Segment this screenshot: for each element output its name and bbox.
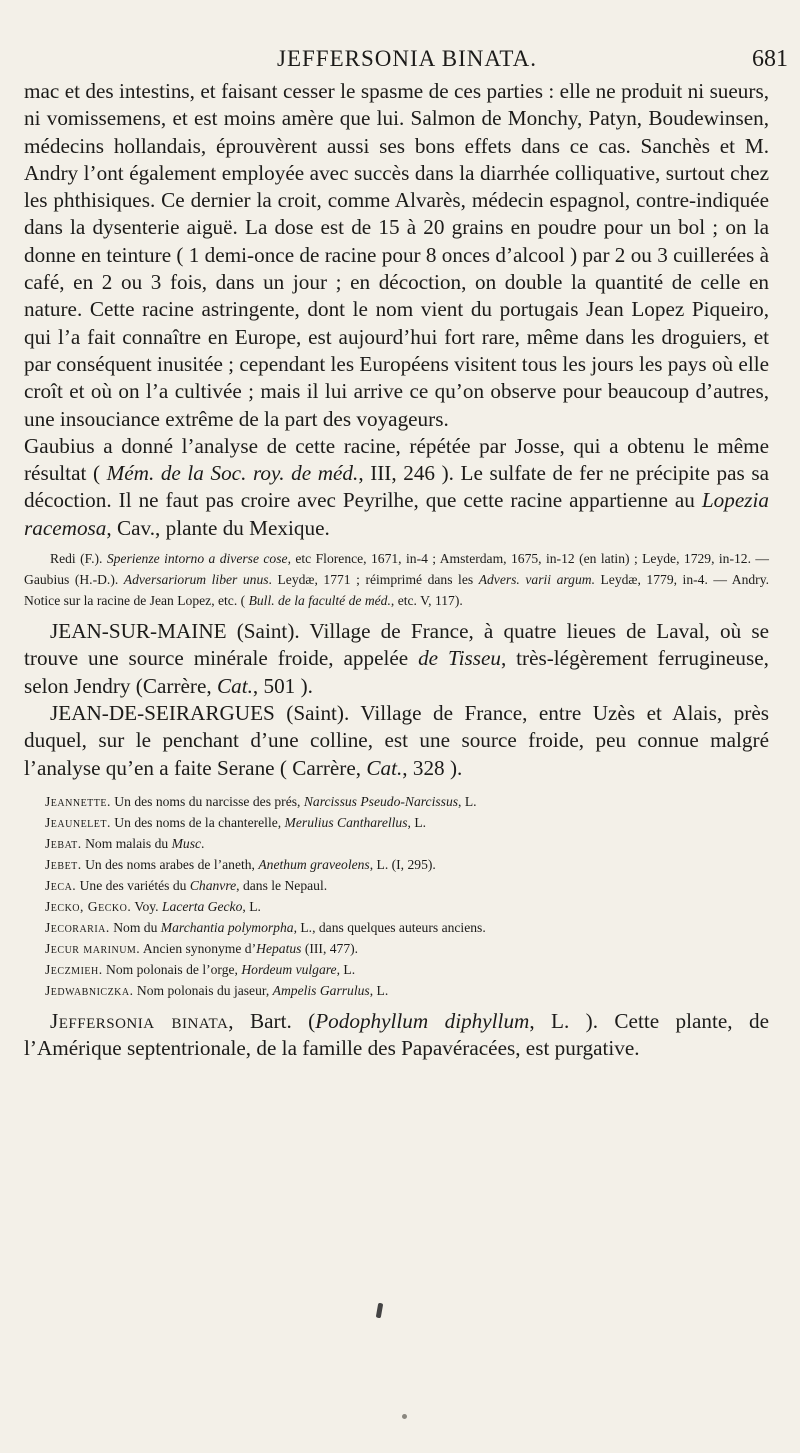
reference-title: Mém. de la Soc. roy. de méd. xyxy=(106,461,359,486)
entry-italic: Ampelis Garrulus xyxy=(272,982,370,998)
ink-mark xyxy=(376,1303,384,1319)
entry-text: , L., dans quelques auteurs anciens. xyxy=(293,919,486,935)
bib-title: Bull. de la faculté de méd. xyxy=(248,593,391,609)
continuation-paragraph: mac et des intestins, et faisant cesser le spasme de ces parties : elle ne produit ni sueurs, ni vomissemens, et est moins amère que lui. Salmon de Monchy, Patyn, Boudewinsen, médecins hollandais, éprouvèrent aussi ses bons effets dans ce cas. Sanchès et M. Andry l’ont également employée avec succès dans la diarrhée colliquative, surtout chez les phthisiques. Ce dernier la croit, comme Alvarès, médecin espagnol, contre-indiquée dans la dysenterie aiguë. La dose est de 15 à 20 grains en poudre pour un bol ; on la donne en teinture ( 1 demi-once de racine pour 8 onces d’alcool ) par 2 ou 3 cuillerées à café, en 2 ou 3 fois, dans un jour ; en décoction, on double la quantité de celle en nature. Cette racine astringente, dont le nom vient du portugais Jean Lopez Piqueiro, qui l’a fait connaître en Europe, est aujourd’hui fort rare, même dans les droguiers, et par conséquent inusitée ; cependant les Européens visitent tous les jours les pays où elle croît et où on l’a cultivée ; mais il lui arrive ce qu’on observe pour beaucoup d’autres, une insouciance extrême de la part des voyageurs. xyxy=(24,79,769,431)
entry-text: Une des variétés du xyxy=(76,877,190,893)
entry-headword: Jebet. xyxy=(45,856,82,872)
entry-headword: Jecoraria. xyxy=(45,919,110,935)
short-entries-list xyxy=(24,791,769,1001)
list-item xyxy=(45,980,769,1001)
entry-text: . xyxy=(201,835,205,851)
entry-text: Village de France, entre Uzès et Alais, près duquel, sur le penchant d’une colline, est une source froide, peu connue malgré l’analyse qu’en a faite Serane ( Carrère, xyxy=(24,700,769,780)
entry-text: Nom polonais de l’orge, xyxy=(102,961,242,977)
page-header xyxy=(24,44,790,74)
entry-text: , L. xyxy=(407,814,427,830)
entry-text: Un des noms de la chanterelle, xyxy=(110,814,285,830)
entry-jean-sur-maine xyxy=(24,618,769,700)
page-number: 681 xyxy=(752,46,788,72)
entry-text: Nom malais du xyxy=(81,835,172,851)
entry-headword: Jebat. xyxy=(45,835,82,851)
list-item xyxy=(45,791,769,812)
body-text xyxy=(24,78,769,1062)
text-run: Gaubius a donné l’analyse de cette racine, répétée par Josse, qui a obtenu le même résultat ( xyxy=(24,433,769,486)
paper-speck xyxy=(402,1414,407,1419)
running-title: JEFFERSONIA BINATA. xyxy=(277,46,537,71)
text-run: , III, 246 ). xyxy=(358,461,454,486)
bib-title: Adversariorum liber unus xyxy=(123,572,269,588)
entry-italic: Marchantia polymorpha xyxy=(160,919,294,935)
entry-text: , L. xyxy=(458,793,477,809)
list-item xyxy=(45,854,769,875)
bib-text: Redi (F.). xyxy=(50,551,107,567)
entry-text: , 328 ). xyxy=(402,755,463,780)
bib-text: , etc. V, 117). xyxy=(390,593,463,609)
entry-text: , très-légèrement ferrugineuse, selon Jendry (Carrère, xyxy=(24,646,769,698)
entry-italic: Cat. xyxy=(216,673,253,698)
entry-text: Voy. xyxy=(131,898,162,914)
text-run: , Cav., plante du Mexique. xyxy=(106,515,330,540)
entry-text: , L. xyxy=(336,961,356,977)
entry-jeffersonia-binata xyxy=(24,1008,769,1063)
list-item xyxy=(45,875,769,896)
entry-italic: Podophyllum diphyllum xyxy=(315,1008,530,1033)
entry-headword: Jedwabniczka. xyxy=(45,982,134,998)
entry-text: Un des noms arabes de l’aneth, xyxy=(81,856,259,872)
entry-italic: Hepatus xyxy=(256,940,302,956)
entry-text: , L. xyxy=(369,982,389,998)
entry-italic: Chanvre xyxy=(189,877,237,893)
gaubius-paragraph xyxy=(24,433,769,542)
species-name: Lopezia racemosa xyxy=(24,488,769,540)
text-run: Le sulfate de fer ne précipite pas sa décoction. Il ne faut pas croire avec Peyrilhe, que cette racine appartienne au xyxy=(24,461,769,513)
entry-text: , L. ). Cette plante, de l’Amérique septentrionale, de la famille des Papavéracées, est purgative. xyxy=(24,1008,769,1061)
list-item xyxy=(45,812,769,833)
entry-italic: Musc xyxy=(171,835,202,851)
entry-italic: de Tisseu xyxy=(418,646,501,671)
entry-headword: Jeaunelet. xyxy=(45,814,111,830)
list-item xyxy=(45,896,769,917)
entry-text: (III, 477). xyxy=(301,940,359,956)
entry-headword: Jeca. xyxy=(45,877,77,893)
entry-text: , Bart. ( xyxy=(228,1008,316,1033)
entry-text: Nom du xyxy=(109,919,161,935)
entry-headword: Jeannette. xyxy=(45,793,111,809)
entry-text: , dans le Nepaul. xyxy=(236,877,328,893)
bib-title: Advers. varii argum. xyxy=(478,572,595,588)
entry-italic: Merulius Cantharellus xyxy=(284,814,408,830)
entry-text: , L. (I, 295). xyxy=(369,856,436,872)
entry-headword: JEAN-DE-SEIRARGUES (Saint). xyxy=(50,700,350,725)
entry-text: Ancien synonyme d’ xyxy=(140,940,257,956)
entry-text: , 501 ). xyxy=(252,673,313,698)
entry-italic: Cat. xyxy=(366,755,403,780)
entry-text: Un des noms du narcisse des prés, xyxy=(110,793,304,809)
entry-text: Village de France, à quatre lieues de Laval, où se trouve une source minérale froide, appelée xyxy=(24,619,769,671)
list-item xyxy=(45,938,769,959)
entry-text: Nom polonais du jaseur, xyxy=(133,982,273,998)
bib-text: Leydæ, 1779, in-4. — Andry. Notice sur la racine de Jean Lopez, etc. ( xyxy=(24,572,770,609)
list-item xyxy=(45,917,769,938)
bib-text: , etc Florence, 1671, in-4 ; Amsterdam, 1675, in-12 (en latin) ; Leyde, 1729, in-12. — Gaubius (H.-D.). xyxy=(24,551,769,588)
bib-text: . Leydæ, 1771 ; réimprimé dans les xyxy=(268,572,479,588)
bibliography xyxy=(24,548,769,611)
list-item xyxy=(45,959,769,980)
entry-headword: Jecko, Gecko. xyxy=(45,898,132,914)
entry-italic: Lacerta Gecko xyxy=(161,898,243,914)
entry-headword: Jeffersonia binata xyxy=(50,1008,229,1033)
entry-italic: Hordeum vulgare xyxy=(241,961,337,977)
entry-italic: Narcissus Pseudo-Narcissus xyxy=(303,793,459,809)
entry-text: , L. xyxy=(242,898,261,914)
entry-headword: Jecur marinum. xyxy=(45,940,141,956)
bib-title: Sperienze intorno a diverse cose xyxy=(106,551,288,567)
entry-headword: Jeczmieh. xyxy=(45,961,103,977)
entry-headword: JEAN-SUR-MAINE (Saint). xyxy=(50,619,300,644)
entry-jean-de-seirargues xyxy=(24,700,769,782)
entry-italic: Anethum graveolens xyxy=(258,856,370,872)
list-item xyxy=(45,833,769,854)
